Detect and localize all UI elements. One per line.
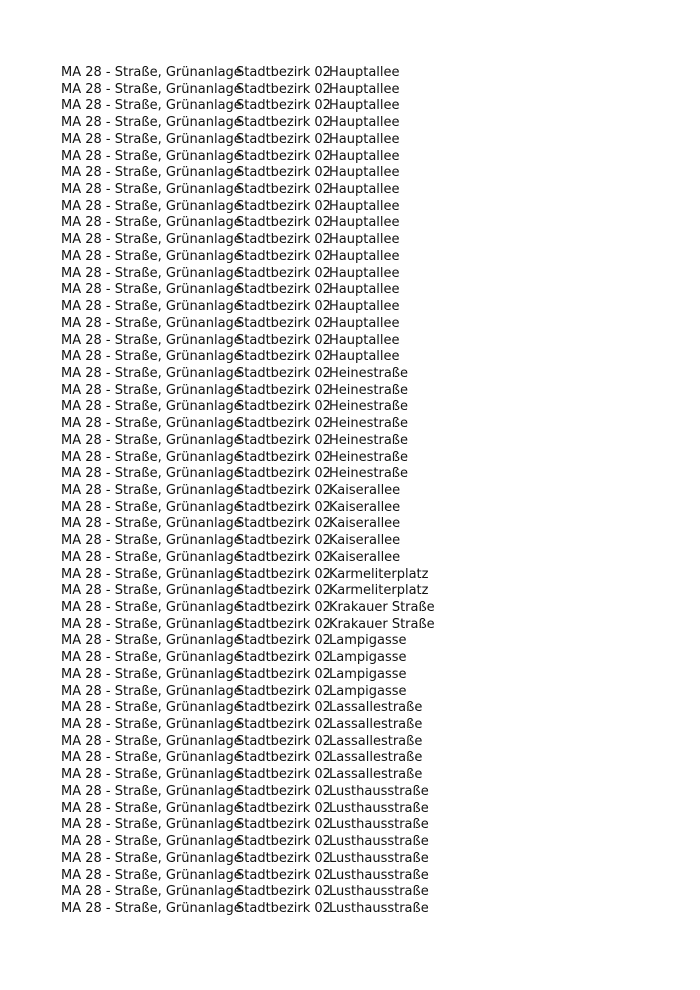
street-cell: Krakauer Straße [329,600,435,615]
department-cell: MA 28 - Straße, Grünanlage [61,750,242,766]
department-cell: MA 28 - Straße, Grünanlage [61,800,242,816]
department-cell: MA 28 - Straße, Grünanlage [61,148,242,164]
department-cell: MA 28 - Straße, Grünanlage [61,616,242,632]
record-row [61,550,681,567]
department-cell: MA 28 - Straße, Grünanlage [61,315,242,331]
street-cell: Lusthausstraße [329,783,429,799]
department-cell: MA 28 - Straße, Grünanlage [61,215,242,231]
district-cell: Stadtbezirk 02 [236,449,331,465]
department-cell: MA 28 - Straße, Grünanlage [61,299,242,315]
district-cell: Stadtbezirk 02 [236,900,331,916]
department-cell: MA 28 - Straße, Grünanlage [61,399,242,415]
street-cell: Hauptallee [329,165,400,181]
street-cell: Lassallestraße [329,767,423,783]
department-cell: MA 28 - Straße, Grünanlage [61,884,242,900]
department-cell: MA 28 - Straße, Grünanlage [61,165,242,181]
district-cell: Stadtbezirk 02 [236,332,331,348]
record-row [61,600,681,617]
department-cell: MA 28 - Straße, Grünanlage [61,499,242,515]
street-cell: Hauptallee [329,265,400,281]
street-cell: Heinestraße [329,432,408,448]
street-cell: Lampigasse [329,683,407,699]
record-row [61,734,681,751]
street-cell: Kaiserallee [329,533,401,549]
district-cell: Stadtbezirk 02 [236,265,331,281]
record-row [61,901,681,918]
department-cell: MA 28 - Straße, Grünanlage [61,65,242,80]
record-row [61,450,681,467]
street-cell: Heinestraße [329,449,408,465]
street-cell: Karmeliterplatz [329,583,429,599]
street-cell: Heinestraße [329,382,408,398]
district-cell: Stadtbezirk 02 [236,282,331,298]
department-cell: MA 28 - Straße, Grünanlage [61,549,242,565]
district-cell: Stadtbezirk 02 [236,98,331,114]
department-cell: MA 28 - Straße, Grünanlage [61,666,242,682]
district-cell: Stadtbezirk 02 [236,549,331,565]
street-cell: Hauptallee [329,115,400,131]
department-cell: MA 28 - Straße, Grünanlage [61,700,242,716]
district-cell: Stadtbezirk 02 [236,65,331,80]
street-cell: Lampigasse [329,666,407,682]
district-cell: Stadtbezirk 02 [236,365,331,381]
record-row [61,466,681,483]
district-cell: Stadtbezirk 02 [236,499,331,515]
record-row [61,767,681,784]
department-cell: MA 28 - Straße, Grünanlage [61,81,242,97]
street-cell: Heinestraße [329,416,408,432]
record-row [61,717,681,734]
department-cell: MA 28 - Straße, Grünanlage [61,349,242,365]
street-cell: Hauptallee [329,98,400,114]
district-cell: Stadtbezirk 02 [236,750,331,766]
record-row [61,784,681,801]
record-row [61,617,681,634]
record-row [61,215,681,232]
district-cell: Stadtbezirk 02 [236,767,331,783]
street-cell: Lusthausstraße [329,900,429,916]
district-cell: Stadtbezirk 02 [236,850,331,866]
department-cell: MA 28 - Straße, Grünanlage [61,365,242,381]
street-cell: Hauptallee [329,65,400,80]
district-cell: Stadtbezirk 02 [236,232,331,248]
record-row [61,349,681,366]
record-row [61,149,681,166]
record-row [61,567,681,584]
district-cell: Stadtbezirk 02 [236,800,331,816]
department-cell: MA 28 - Straße, Grünanlage [61,850,242,866]
street-cell: Heinestraße [329,365,408,381]
department-cell: MA 28 - Straße, Grünanlage [61,867,242,883]
record-row [61,65,681,82]
street-cell: Hauptallee [329,198,400,214]
department-cell: MA 28 - Straße, Grünanlage [61,282,242,298]
department-cell: MA 28 - Straße, Grünanlage [61,332,242,348]
department-cell: MA 28 - Straße, Grünanlage [61,900,242,916]
district-cell: Stadtbezirk 02 [236,399,331,415]
district-cell: Stadtbezirk 02 [236,299,331,315]
record-row [61,232,681,249]
department-cell: MA 28 - Straße, Grünanlage [61,717,242,733]
record-row [61,633,681,650]
department-cell: MA 28 - Straße, Grünanlage [61,783,242,799]
record-row [61,383,681,400]
street-cell: Heinestraße [329,399,408,415]
department-cell: MA 28 - Straße, Grünanlage [61,482,242,498]
street-cell: Lusthausstraße [329,817,429,833]
district-cell: Stadtbezirk 02 [236,349,331,365]
record-row [61,98,681,115]
district-cell: Stadtbezirk 02 [236,215,331,231]
department-cell: MA 28 - Straße, Grünanlage [61,633,242,649]
street-cell: Hauptallee [329,349,400,365]
department-cell: MA 28 - Straße, Grünanlage [61,248,242,264]
record-row [61,483,681,500]
district-cell: Stadtbezirk 02 [236,633,331,649]
street-cell: Hauptallee [329,248,400,264]
record-row [61,132,681,149]
department-cell: MA 28 - Straße, Grünanlage [61,566,242,582]
street-cell: Hauptallee [329,299,400,315]
record-row [61,750,681,767]
district-cell: Stadtbezirk 02 [236,81,331,97]
street-cell: Lampigasse [329,633,407,649]
record-row [61,834,681,851]
record-row [61,199,681,216]
district-cell: Stadtbezirk 02 [236,600,331,615]
street-cell: Hauptallee [329,232,400,248]
record-row [61,299,681,316]
street-cell: Hauptallee [329,332,400,348]
record-row [61,884,681,901]
district-cell: Stadtbezirk 02 [236,666,331,682]
department-cell: MA 28 - Straße, Grünanlage [61,733,242,749]
department-cell: MA 28 - Straße, Grünanlage [61,265,242,281]
department-cell: MA 28 - Straße, Grünanlage [61,382,242,398]
district-cell: Stadtbezirk 02 [236,884,331,900]
district-cell: Stadtbezirk 02 [236,700,331,716]
district-cell: Stadtbezirk 02 [236,533,331,549]
street-cell: Kaiserallee [329,499,401,515]
street-cell: Lusthausstraße [329,800,429,816]
street-cell: Karmeliterplatz [329,566,429,582]
department-cell: MA 28 - Straße, Grünanlage [61,131,242,147]
street-cell: Lassallestraße [329,700,423,716]
district-cell: Stadtbezirk 02 [236,148,331,164]
department-cell: MA 28 - Straße, Grünanlage [61,432,242,448]
department-cell: MA 28 - Straße, Grünanlage [61,650,242,666]
record-row [61,700,681,717]
street-cell: Kaiserallee [329,516,401,532]
district-cell: Stadtbezirk 02 [236,867,331,883]
district-cell: Stadtbezirk 02 [236,817,331,833]
department-cell: MA 28 - Straße, Grünanlage [61,683,242,699]
street-cell: Hauptallee [329,315,400,331]
record-row [61,115,681,132]
record-row [61,165,681,182]
department-cell: MA 28 - Straße, Grünanlage [61,416,242,432]
district-cell: Stadtbezirk 02 [236,482,331,498]
district-cell: Stadtbezirk 02 [236,182,331,198]
street-cell: Lassallestraße [329,717,423,733]
record-row [61,416,681,433]
record-row [61,182,681,199]
department-cell: MA 28 - Straße, Grünanlage [61,583,242,599]
street-cell: Hauptallee [329,131,400,147]
street-cell: Lusthausstraße [329,867,429,883]
department-cell: MA 28 - Straße, Grünanlage [61,767,242,783]
record-row [61,399,681,416]
district-cell: Stadtbezirk 02 [236,198,331,214]
department-cell: MA 28 - Straße, Grünanlage [61,600,242,615]
record-row [61,333,681,350]
record-row [61,266,681,283]
street-cell: Lusthausstraße [329,884,429,900]
department-cell: MA 28 - Straße, Grünanlage [61,182,242,198]
record-row [61,433,681,450]
street-cell: Hauptallee [329,282,400,298]
record-row [61,282,681,299]
record-row [61,82,681,99]
record-list [61,65,681,918]
record-row [61,851,681,868]
street-cell: Hauptallee [329,215,400,231]
department-cell: MA 28 - Straße, Grünanlage [61,834,242,850]
record-row [61,583,681,600]
district-cell: Stadtbezirk 02 [236,783,331,799]
street-cell: Hauptallee [329,81,400,97]
street-cell: Lampigasse [329,650,407,666]
department-cell: MA 28 - Straße, Grünanlage [61,98,242,114]
street-cell: Kaiserallee [329,549,401,565]
record-row [61,684,681,701]
street-cell: Hauptallee [329,148,400,164]
department-cell: MA 28 - Straße, Grünanlage [61,232,242,248]
department-cell: MA 28 - Straße, Grünanlage [61,533,242,549]
street-cell: Lassallestraße [329,733,423,749]
district-cell: Stadtbezirk 02 [236,382,331,398]
record-row [61,366,681,383]
district-cell: Stadtbezirk 02 [236,733,331,749]
department-cell: MA 28 - Straße, Grünanlage [61,817,242,833]
street-cell: Krakauer Straße [329,616,435,632]
street-cell: Lassallestraße [329,750,423,766]
district-cell: Stadtbezirk 02 [236,516,331,532]
street-cell: Hauptallee [329,182,400,198]
street-cell: Lusthausstraße [329,850,429,866]
district-cell: Stadtbezirk 02 [236,583,331,599]
street-cell: Heinestraße [329,466,408,482]
record-row [61,533,681,550]
record-row [61,801,681,818]
record-row [61,650,681,667]
record-row [61,667,681,684]
district-cell: Stadtbezirk 02 [236,466,331,482]
district-cell: Stadtbezirk 02 [236,717,331,733]
district-cell: Stadtbezirk 02 [236,131,331,147]
record-row [61,516,681,533]
district-cell: Stadtbezirk 02 [236,165,331,181]
record-row [61,868,681,885]
record-row [61,249,681,266]
district-cell: Stadtbezirk 02 [236,416,331,432]
record-row [61,817,681,834]
district-cell: Stadtbezirk 02 [236,115,331,131]
department-cell: MA 28 - Straße, Grünanlage [61,115,242,131]
district-cell: Stadtbezirk 02 [236,248,331,264]
street-cell: Kaiserallee [329,482,401,498]
record-row [61,500,681,517]
department-cell: MA 28 - Straße, Grünanlage [61,449,242,465]
street-cell: Lusthausstraße [329,834,429,850]
department-cell: MA 28 - Straße, Grünanlage [61,466,242,482]
record-row [61,316,681,333]
district-cell: Stadtbezirk 02 [236,432,331,448]
district-cell: Stadtbezirk 02 [236,834,331,850]
district-cell: Stadtbezirk 02 [236,315,331,331]
district-cell: Stadtbezirk 02 [236,616,331,632]
district-cell: Stadtbezirk 02 [236,566,331,582]
district-cell: Stadtbezirk 02 [236,650,331,666]
department-cell: MA 28 - Straße, Grünanlage [61,198,242,214]
department-cell: MA 28 - Straße, Grünanlage [61,516,242,532]
district-cell: Stadtbezirk 02 [236,683,331,699]
